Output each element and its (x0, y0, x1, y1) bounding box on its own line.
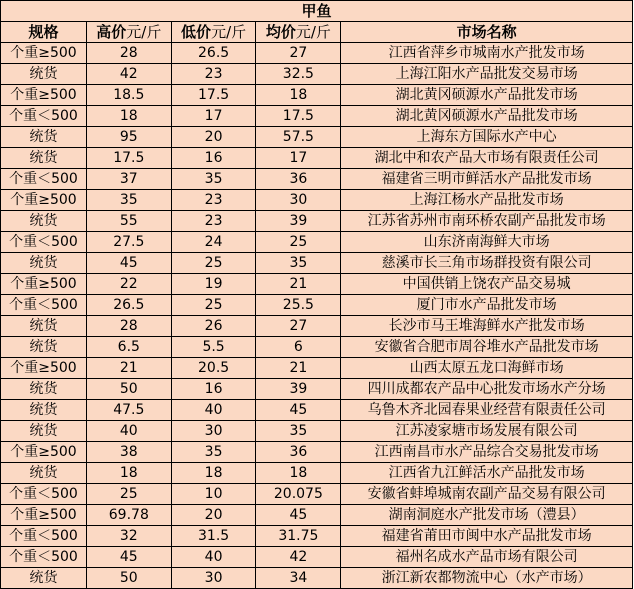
table-row (1, 379, 633, 400)
cell-high-price: 25 (86, 484, 171, 505)
cell-spec: 个重≥500 (1, 358, 87, 379)
table-row (1, 337, 633, 358)
cell-avg-price: 27 (256, 316, 341, 337)
cell-high-price: 22 (86, 274, 171, 295)
cell-spec: 统货 (1, 337, 87, 358)
cell-avg-price: 35 (256, 421, 341, 442)
cell-high-price: 47.5 (86, 400, 171, 421)
cell-low-price: 30 (171, 421, 256, 442)
cell-spec: 统货 (1, 127, 87, 148)
cell-spec: 个重≥500 (1, 442, 87, 463)
cell-market-name: 福建省莆田市闽中水产品批发市场 (341, 526, 633, 547)
header-high-price (86, 22, 171, 43)
cell-low-price: 23 (171, 211, 256, 232)
cell-market-name: 湖南洞庭水产批发市场（澧县） (341, 505, 633, 526)
cell-spec: 个重≥500 (1, 190, 87, 211)
cell-low-price: 20.5 (171, 358, 256, 379)
header-low-unit: 元/斤 (211, 23, 247, 41)
cell-spec: 统货 (1, 64, 87, 85)
cell-high-price: 55 (86, 211, 171, 232)
header-market-label: 市场名称 (456, 23, 517, 41)
cell-spec: 个重≥500 (1, 505, 87, 526)
cell-avg-price: 42 (256, 547, 341, 568)
cell-avg-price: 45 (256, 400, 341, 421)
cell-low-price: 25 (171, 253, 256, 274)
table-row (1, 463, 633, 484)
header-high-label: 高价 (96, 23, 127, 41)
cell-spec: 个重＜500 (1, 547, 87, 568)
cell-avg-price: 6 (256, 337, 341, 358)
cell-high-price: 50 (86, 568, 171, 589)
cell-low-price: 40 (171, 547, 256, 568)
table-row (1, 127, 633, 148)
cell-avg-price: 36 (256, 442, 341, 463)
table-row (1, 274, 633, 295)
header-avg-price (256, 22, 341, 43)
cell-market-name: 安徽省合肥市周谷堆水产品批发市场 (341, 337, 633, 358)
cell-spec: 个重＜500 (1, 295, 87, 316)
cell-market-name: 湖北中和农产品大市场有限责任公司 (341, 148, 633, 169)
table-row (1, 526, 633, 547)
cell-high-price: 35 (86, 190, 171, 211)
table-row (1, 64, 633, 85)
cell-market-name: 上海江杨水产品批发市场 (341, 190, 633, 211)
cell-high-price: 45 (86, 547, 171, 568)
cell-spec: 个重＜500 (1, 526, 87, 547)
table-row (1, 85, 633, 106)
header-row (1, 22, 633, 43)
cell-spec: 统货 (1, 211, 87, 232)
cell-low-price: 16 (171, 379, 256, 400)
cell-spec: 统货 (1, 463, 87, 484)
cell-high-price: 27.5 (86, 232, 171, 253)
table-row (1, 316, 633, 337)
cell-spec: 统货 (1, 421, 87, 442)
cell-high-price: 18 (86, 106, 171, 127)
cell-avg-price: 25.5 (256, 295, 341, 316)
cell-avg-price: 18 (256, 85, 341, 106)
cell-spec: 个重≥500 (1, 85, 87, 106)
cell-spec: 统货 (1, 379, 87, 400)
table-row (1, 211, 633, 232)
table-row (1, 358, 633, 379)
cell-low-price: 20 (171, 127, 256, 148)
cell-high-price: 40 (86, 421, 171, 442)
cell-spec: 个重≥500 (1, 274, 87, 295)
table-row (1, 505, 633, 526)
cell-low-price: 26.5 (171, 43, 256, 64)
table-row (1, 484, 633, 505)
cell-high-price: 50 (86, 379, 171, 400)
cell-market-name: 江西南昌市水产品综合交易批发市场 (341, 442, 633, 463)
cell-spec: 个重＜500 (1, 106, 87, 127)
table-row (1, 148, 633, 169)
cell-market-name: 湖北黄冈硕源水产品批发市场 (341, 85, 633, 106)
cell-high-price: 42 (86, 64, 171, 85)
cell-high-price: 45 (86, 253, 171, 274)
cell-market-name: 湖北黄冈硕源水产品批发市场 (341, 106, 633, 127)
cell-avg-price: 30 (256, 190, 341, 211)
cell-market-name: 山西太原五龙口海鲜市场 (341, 358, 633, 379)
cell-market-name: 江苏凌家塘市场发展有限公司 (341, 421, 633, 442)
header-high-unit: 元/斤 (126, 23, 162, 41)
cell-market-name: 山东济南海鲜大市场 (341, 232, 633, 253)
cell-avg-price: 27 (256, 43, 341, 64)
cell-high-price: 18.5 (86, 85, 171, 106)
cell-avg-price: 45 (256, 505, 341, 526)
cell-high-price: 18 (86, 463, 171, 484)
table-row (1, 169, 633, 190)
title-row (1, 1, 633, 22)
cell-low-price: 17.5 (171, 85, 256, 106)
cell-spec: 个重＜500 (1, 169, 87, 190)
cell-avg-price: 39 (256, 379, 341, 400)
cell-avg-price: 57.5 (256, 127, 341, 148)
cell-high-price: 26.5 (86, 295, 171, 316)
cell-market-name: 江西省九江鲜活水产品批发市场 (341, 463, 633, 484)
table-row (1, 295, 633, 316)
cell-high-price: 32 (86, 526, 171, 547)
cell-avg-price: 21 (256, 274, 341, 295)
table-title: 甲鱼 (1, 1, 633, 22)
cell-avg-price: 18 (256, 463, 341, 484)
table-body (1, 43, 633, 589)
cell-low-price: 35 (171, 169, 256, 190)
cell-high-price: 21 (86, 358, 171, 379)
table-row (1, 442, 633, 463)
header-low-label: 低价 (181, 23, 212, 41)
cell-low-price: 19 (171, 274, 256, 295)
header-avg-unit: 元/斤 (295, 23, 331, 41)
cell-market-name: 慈溪市长三角市场群投资有限公司 (341, 253, 633, 274)
header-avg-label: 均价 (265, 23, 296, 41)
table-row (1, 190, 633, 211)
cell-avg-price: 31.75 (256, 526, 341, 547)
cell-high-price: 6.5 (86, 337, 171, 358)
cell-avg-price: 34 (256, 568, 341, 589)
table-row (1, 421, 633, 442)
cell-spec: 统货 (1, 316, 87, 337)
cell-market-name: 福州名成水产品市场有限公司 (341, 547, 633, 568)
cell-low-price: 23 (171, 190, 256, 211)
cell-spec: 统货 (1, 148, 87, 169)
cell-market-name: 浙江新农都物流中心（水产市场） (341, 568, 633, 589)
cell-spec: 个重≥500 (1, 43, 87, 64)
cell-avg-price: 20.075 (256, 484, 341, 505)
cell-low-price: 16 (171, 148, 256, 169)
cell-low-price: 24 (171, 232, 256, 253)
table-row (1, 43, 633, 64)
cell-market-name: 乌鲁木齐北园春果业经营有限责任公司 (341, 400, 633, 421)
cell-high-price: 37 (86, 169, 171, 190)
cell-avg-price: 36 (256, 169, 341, 190)
cell-low-price: 5.5 (171, 337, 256, 358)
cell-low-price: 35 (171, 442, 256, 463)
cell-market-name: 长沙市马王堆海鲜水产批发市场 (341, 316, 633, 337)
cell-spec: 统货 (1, 253, 87, 274)
cell-high-price: 17.5 (86, 148, 171, 169)
cell-spec: 个重＜500 (1, 484, 87, 505)
table-row (1, 232, 633, 253)
header-spec (1, 22, 87, 43)
header-market (341, 22, 633, 43)
cell-market-name: 江西省萍乡市城南水产批发市场 (341, 43, 633, 64)
cell-market-name: 上海江阳水产品批发交易市场 (341, 64, 633, 85)
cell-market-name: 四川成都农产品中心批发市场水产分场 (341, 379, 633, 400)
cell-low-price: 30 (171, 568, 256, 589)
cell-low-price: 26 (171, 316, 256, 337)
cell-high-price: 28 (86, 316, 171, 337)
cell-market-name: 福建省三明市鲜活水产品批发市场 (341, 169, 633, 190)
header-low-price (171, 22, 256, 43)
cell-low-price: 25 (171, 295, 256, 316)
cell-market-name: 厦门市水产品批发市场 (341, 295, 633, 316)
table-row (1, 106, 633, 127)
cell-low-price: 17 (171, 106, 256, 127)
cell-avg-price: 17.5 (256, 106, 341, 127)
cell-avg-price: 17 (256, 148, 341, 169)
table-row (1, 568, 633, 589)
cell-high-price: 95 (86, 127, 171, 148)
cell-spec: 统货 (1, 400, 87, 421)
cell-high-price: 38 (86, 442, 171, 463)
cell-market-name: 上海东方国际水产中心 (341, 127, 633, 148)
table-row (1, 400, 633, 421)
cell-low-price: 23 (171, 64, 256, 85)
cell-avg-price: 25 (256, 232, 341, 253)
cell-market-name: 江苏省苏州市南环桥农副产品批发市场 (341, 211, 633, 232)
cell-low-price: 31.5 (171, 526, 256, 547)
cell-avg-price: 21 (256, 358, 341, 379)
cell-market-name: 安徽省蚌埠城南农副产品交易有限公司 (341, 484, 633, 505)
cell-avg-price: 35 (256, 253, 341, 274)
cell-high-price: 28 (86, 43, 171, 64)
cell-low-price: 20 (171, 505, 256, 526)
cell-avg-price: 32.5 (256, 64, 341, 85)
cell-spec: 个重＜500 (1, 232, 87, 253)
header-spec-label: 规格 (28, 23, 59, 41)
table-row (1, 547, 633, 568)
cell-low-price: 40 (171, 400, 256, 421)
cell-spec: 统货 (1, 568, 87, 589)
cell-low-price: 10 (171, 484, 256, 505)
cell-low-price: 18 (171, 463, 256, 484)
table-row (1, 253, 633, 274)
cell-high-price: 69.78 (86, 505, 171, 526)
cell-avg-price: 39 (256, 211, 341, 232)
cell-market-name: 中国供销上饶农产品交易城 (341, 274, 633, 295)
